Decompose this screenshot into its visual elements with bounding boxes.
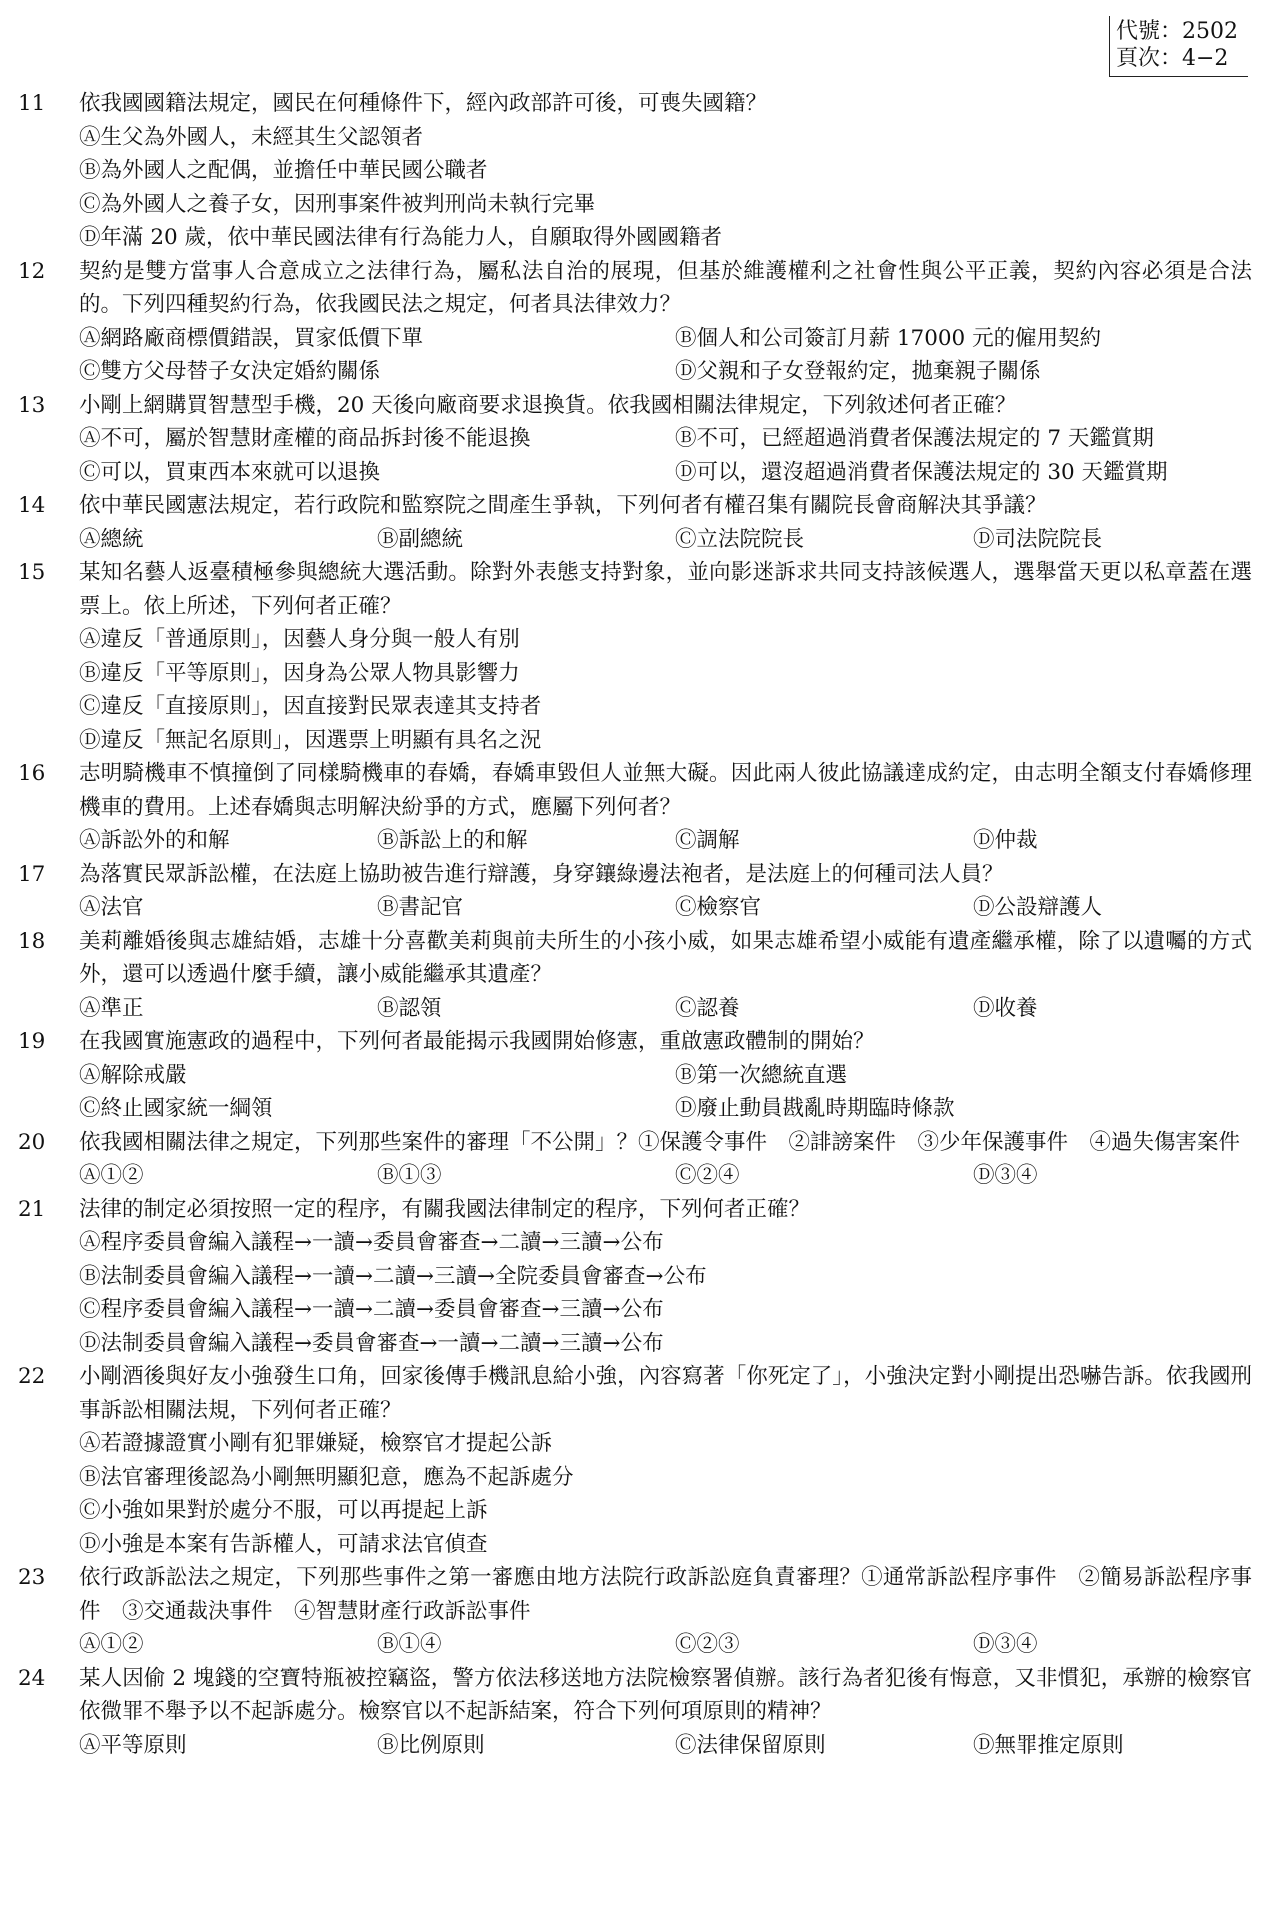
option-a: Ⓐ生父為外國人，未經其生父認領者 xyxy=(79,124,424,150)
option-d: Ⓓ公設辯護人 xyxy=(973,895,1103,920)
option-list xyxy=(79,891,1274,925)
question-23 xyxy=(0,1561,1274,1662)
option-c: Ⓒ可以，買東西本來就可以退換 xyxy=(79,459,381,485)
option-d: Ⓓ仲裁 xyxy=(973,828,1038,853)
option-b: Ⓑ①④ xyxy=(377,1632,442,1657)
question-text: 依行政訴訟法之規定，下列那些事件之第一審應由地方法院行政訴訟庭負責審理？①通常訴訟程序事件 ②簡易訴訟程序事件 ③交通裁決事件 ④智慧財產行政訴訟事件 xyxy=(79,1565,1252,1624)
option-b: Ⓑ第一次總統直選 xyxy=(675,1062,848,1088)
question-text: 依我國國籍法規定，國民在何種條件下，經內政部許可後，可喪失國籍？ xyxy=(79,91,768,116)
option-list xyxy=(79,1729,1274,1763)
option-list xyxy=(79,1427,1274,1561)
option-b: Ⓑ不可，已經超過消費者保護法規定的 7 天鑑賞期 xyxy=(675,426,1154,451)
question-12 xyxy=(0,255,1274,389)
question-list xyxy=(0,87,1274,1762)
question-text: 志明騎機車不慎撞倒了同樣騎機車的春嬌，春嬌車毀但人並無大礙。因此兩人彼此協議達成約定，由志明全額支付春嬌修理機車的費用。上述春嬌與志明解決紛爭的方式，應屬下列何者？ xyxy=(79,761,1252,820)
question-text: 依中華民國憲法規定，若行政院和監察院之間產生爭執，下列何者有權召集有關院長會商解決其爭議？ xyxy=(79,493,1047,518)
option-a: Ⓐ違反「普通原則」，因藝人身分與一般人有別 xyxy=(79,627,520,652)
option-d: Ⓓ無罪推定原則 xyxy=(973,1732,1124,1758)
option-c: Ⓒ法律保留原則 xyxy=(675,1732,826,1758)
question-16 xyxy=(0,757,1274,858)
option-c: Ⓒ終止國家統一綱領 xyxy=(79,1096,273,1121)
option-b: Ⓑ為外國人之配偶，並擔任中華民國公職者 xyxy=(79,158,488,183)
question-text: 某人因偷 2 塊錢的空寶特瓶被控竊盜，警方依法移送地方法院檢察署偵辦。該行為者犯後有悔意，又非慣犯，承辦的檢察官依微罪不舉予以不起訴處分。檢察官以不起訴結案，符合下列何項原則的精神？ xyxy=(79,1665,1252,1724)
page-number-label: 頁次：4−2 xyxy=(1116,46,1229,71)
question-number: 23 xyxy=(18,1565,46,1590)
option-a: Ⓐ訴訟外的和解 xyxy=(79,828,230,853)
option-list xyxy=(79,1226,1274,1360)
question-number: 24 xyxy=(18,1665,46,1691)
option-list xyxy=(79,623,1274,757)
option-b: Ⓑ個人和公司簽訂月薪 17000 元的僱用契約 xyxy=(675,325,1102,351)
option-a: Ⓐ解除戒嚴 xyxy=(79,1062,187,1088)
question-number: 14 xyxy=(18,493,46,518)
option-list xyxy=(79,824,1274,858)
question-text: 美莉離婚後與志雄結婚，志雄十分喜歡美莉與前夫所生的小孩小威，如果志雄希望小威能有遺產繼承權，除了以遺囑的方式外，還可以透過什麼手續，讓小威能繼承其遺產？ xyxy=(79,928,1252,987)
question-number: 15 xyxy=(18,560,46,585)
question-number: 19 xyxy=(18,1029,46,1054)
question-21 xyxy=(0,1193,1274,1361)
option-list xyxy=(79,523,1274,557)
option-c: Ⓒ②④ xyxy=(675,1163,740,1188)
question-17 xyxy=(0,858,1274,925)
option-list xyxy=(79,121,1274,255)
option-d: Ⓓ父親和子女登報約定，拋棄親子關係 xyxy=(675,359,1041,384)
question-18 xyxy=(0,925,1274,1026)
question-text: 依我國相關法律之規定，下列那些案件的審理「不公開」？①保護令事件 ②誹謗案件 ③少年保護事件 ④過失傷害案件 xyxy=(79,1129,1241,1155)
option-a: Ⓐ總統 xyxy=(79,526,144,552)
question-number: 21 xyxy=(18,1196,46,1222)
option-d: Ⓓ③④ xyxy=(973,1163,1038,1188)
question-19 xyxy=(0,1025,1274,1126)
option-c: Ⓒ檢察官 xyxy=(675,895,762,920)
question-15 xyxy=(0,556,1274,757)
option-list xyxy=(79,1059,1274,1126)
option-d: Ⓓ年滿 20 歲，依中華民國法律有行為能力人，自願取得外國國籍者 xyxy=(79,225,723,250)
option-b: Ⓑ訴訟上的和解 xyxy=(377,828,528,853)
option-list xyxy=(79,1628,1274,1662)
question-number: 20 xyxy=(18,1129,46,1155)
option-list xyxy=(79,1159,1274,1193)
option-c: Ⓒ認養 xyxy=(675,995,740,1021)
question-20 xyxy=(0,1126,1274,1193)
question-number: 22 xyxy=(18,1364,46,1389)
option-d: Ⓓ小強是本案有告訴權人，可請求法官偵查 xyxy=(79,1531,488,1557)
option-d: Ⓓ司法院院長 xyxy=(973,526,1103,552)
option-c: Ⓒ違反「直接原則」，因直接對民眾表達其支持者 xyxy=(79,694,542,719)
question-number: 12 xyxy=(18,258,46,284)
option-b: Ⓑ副總統 xyxy=(377,526,464,552)
option-a: Ⓐ平等原則 xyxy=(79,1732,187,1758)
option-d: Ⓓ違反「無記名原則」，因選票上明顯有具名之況 xyxy=(79,727,542,753)
question-number: 17 xyxy=(18,861,46,887)
question-number: 18 xyxy=(18,928,46,954)
question-number: 11 xyxy=(18,91,46,116)
option-a: Ⓐ①② xyxy=(79,1632,144,1657)
question-text: 某知名藝人返臺積極參與總統大選活動。除對外表態支持對象，並向影迷訴求共同支持該候選人，選舉當天更以私章蓋在選票上。依上所述，下列何者正確？ xyxy=(79,560,1252,619)
option-c: Ⓒ雙方父母替子女決定婚約關係 xyxy=(79,359,381,384)
option-a: Ⓐ①② xyxy=(79,1163,144,1188)
option-a: Ⓐ法官 xyxy=(79,895,144,920)
exam-code-box xyxy=(1109,16,1248,77)
question-text: 小剛酒後與好友小強發生口角，回家後傳手機訊息給小強，內容寫著「你死定了」，小強決定對小剛提出恐嚇告訴。依我國刑事訴訟相關法規，下列何者正確？ xyxy=(79,1364,1252,1423)
question-14 xyxy=(0,489,1274,556)
option-c: Ⓒ小強如果對於處分不服，可以再提起上訴 xyxy=(79,1498,488,1523)
exam-code-label: 代號：2502 xyxy=(1116,19,1238,44)
option-a: Ⓐ不可，屬於智慧財產權的商品拆封後不能退換 xyxy=(79,426,531,451)
question-text: 在我國實施憲政的過程中，下列何者最能揭示我國開始修憲，重啟憲政體制的開始？ xyxy=(79,1029,875,1054)
option-a: Ⓐ準正 xyxy=(79,995,144,1021)
option-b: Ⓑ書記官 xyxy=(377,895,464,920)
option-list xyxy=(79,422,1274,489)
question-11 xyxy=(0,87,1274,255)
option-b: Ⓑ比例原則 xyxy=(377,1732,485,1758)
option-d: Ⓓ③④ xyxy=(973,1632,1038,1657)
option-a: Ⓐ網路廠商標價錯誤，買家低價下單 xyxy=(79,325,424,351)
question-text: 契約是雙方當事人合意成立之法律行為，屬私法自治的展現，但基於維護權利之社會性與公平正義，契約內容必須是合法的。下列四種契約行為，依我國民法之規定，何者具法律效力？ xyxy=(79,258,1252,317)
option-c: Ⓒ②③ xyxy=(675,1632,740,1657)
question-text: 小剛上網購買智慧型手機，20 天後向廠商要求退換貨。依我國相關法律規定，下列敘述何者正確？ xyxy=(79,392,1017,418)
option-b: Ⓑ法制委員會編入議程→一讀→二讀→三讀→全院委員會審查→公布 xyxy=(79,1263,707,1289)
question-24 xyxy=(0,1662,1274,1763)
option-c: Ⓒ調解 xyxy=(675,828,740,853)
option-c: Ⓒ為外國人之養子女，因刑事案件被判刑尚未執行完畢 xyxy=(79,191,596,217)
option-b: Ⓑ法官審理後認為小剛無明顯犯意，應為不起訴處分 xyxy=(79,1464,574,1490)
option-d: Ⓓ法制委員會編入議程→委員會審查→一讀→二讀→三讀→公布 xyxy=(79,1330,664,1356)
option-c: Ⓒ程序委員會編入議程→一讀→二讀→委員會審查→三讀→公布 xyxy=(79,1297,664,1322)
option-b: Ⓑ認領 xyxy=(377,995,442,1021)
option-c: Ⓒ立法院院長 xyxy=(675,526,805,552)
option-a: Ⓐ若證據證實小剛有犯罪嫌疑，檢察官才提起公訴 xyxy=(79,1431,553,1456)
question-text: 為落實民眾訴訟權，在法庭上協助被告進行辯護，身穿鑲綠邊法袍者，是法庭上的何種司法人員？ xyxy=(79,861,1004,887)
option-d: Ⓓ廢止動員戡亂時期臨時條款 xyxy=(675,1096,955,1121)
option-d: Ⓓ收養 xyxy=(973,995,1038,1021)
option-b: Ⓑ①③ xyxy=(377,1163,442,1188)
question-number: 16 xyxy=(18,761,46,786)
question-text: 法律的制定必須按照一定的程序，有關我國法律制定的程序，下列何者正確？ xyxy=(79,1196,811,1222)
question-13 xyxy=(0,389,1274,490)
question-22 xyxy=(0,1360,1274,1561)
option-d: Ⓓ可以，還沒超過消費者保護法規定的 30 天鑑賞期 xyxy=(675,459,1168,485)
option-list xyxy=(79,322,1274,389)
option-b: Ⓑ違反「平等原則」，因身為公眾人物具影響力 xyxy=(79,660,520,686)
question-number: 13 xyxy=(18,392,46,418)
option-list xyxy=(79,992,1274,1026)
option-a: Ⓐ程序委員會編入議程→一讀→委員會審查→二讀→三讀→公布 xyxy=(79,1230,664,1255)
